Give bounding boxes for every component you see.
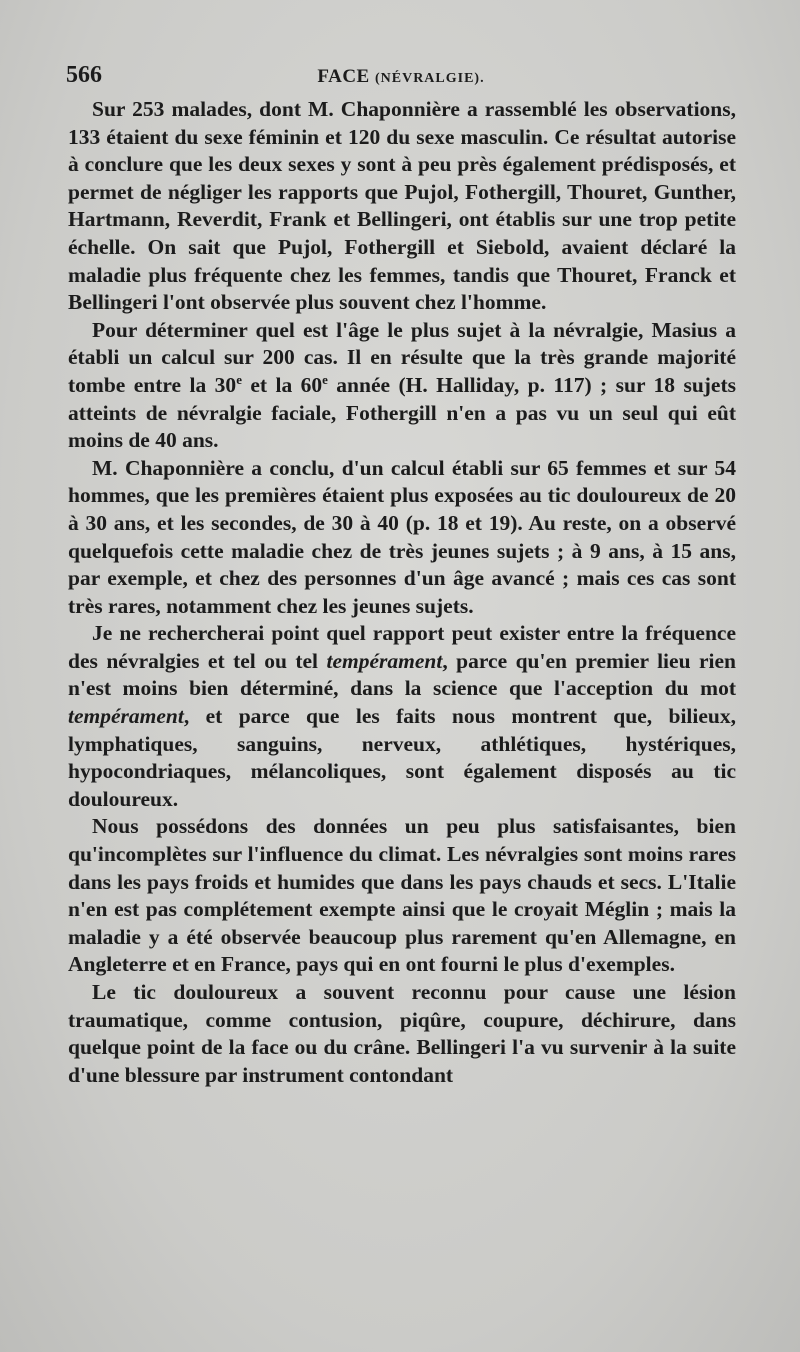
text-run: Nous possédons des données un peu plus satisfaisantes, bien qu'incomplètes sur l'influence du climat. Les névralgies sont moins rares dans les pays froids et humides que dans les pays chauds et secs. L'Italie n'en est pas complétement exempte ainsi que le croyait Méglin ; mais la maladie y a été observée beaucoup plus rarement qu'en Allemagne, en Angleterre et en France, pays qui en ont fourni le plus d'exemples. <box>68 814 736 977</box>
text-run: , et parce que les faits nous montrent que, bilieux, lymphatiques, sanguins, nerveux, athlétiques, hystériques, hypocondriaques, mélancoliques, sont également disposés au tic douloureux. <box>68 704 736 811</box>
paragraph <box>68 620 736 813</box>
italic-term: tempérament <box>68 704 184 729</box>
paragraph <box>68 813 736 979</box>
text-run: Sur 253 malades, dont M. Chaponnière a rassemblé les observations, 133 étaient du sexe féminin et 120 du sexe masculin. Ce résultat autorise à conclure que les deux sexes y sont à peu près également prédisposés, et permet de négliger les rapports que Pujol, Fothergill, Thouret, Gunther, Hartmann, Reverdit, Frank et Bellingeri, ont établis sur une trop petite échelle. On sait que Pujol, Fothergill et Siebold, avaient déclaré la maladie plus fréquente chez les femmes, tandis que Thouret, Franck et Bellingeri l'ont observée plus souvent chez l'homme. <box>68 97 736 315</box>
body-text <box>68 96 736 1089</box>
text-run: Je ne rechercherai point quel rapport peut exister entre la fréquence des névralgies et tel ou tel <box>68 621 736 673</box>
text-run: M. Chaponnière a conclu, d'un calcul établi sur 65 femmes et sur 54 hommes, que les premières étaient plus exposées au tic douloureux de 20 à 30 ans, et les secondes, de 30 à 40 (p. 18 et 19). Au reste, on a observé quelquefois cette maladie chez de très jeunes sujets ; à 9 ans, à 15 ans, par exemple, et chez des personnes d'un âge avancé ; mais ces cas sont très rares, notamment chez les jeunes sujets. <box>68 455 736 618</box>
text-run: Le tic douloureux a souvent reconnu pour cause une lésion traumatique, comme contusion, piqûre, coupure, déchirure, dans quelque point de la face ou du crâne. Bellingeri l'a vu survenir à la suite d'une blessure par instrument contondant <box>68 980 736 1087</box>
paragraph <box>68 317 736 455</box>
italic-term: tempérament <box>326 648 443 673</box>
paragraph <box>68 979 736 1089</box>
running-title-main: FACE <box>317 66 370 87</box>
running-title-sub: (NÉVRALGIE). <box>374 71 485 86</box>
running-title <box>66 66 736 88</box>
page-header <box>66 62 736 92</box>
page-number: 566 <box>66 62 102 88</box>
text-run: Pour déterminer quel est l'âge le plus sujet à la névralgie, Masius a établi un calcul sur 200 cas. Il en résulte que la très grande majorité tombe entre la 30 <box>68 317 736 397</box>
ordinal-superscript: e <box>322 372 328 387</box>
text-run: , parce qu'en premier lieu rien n'est moins bien déterminé, dans la science que l'acception du mot <box>68 648 736 701</box>
paragraph <box>68 96 736 317</box>
text-run: année (H. Halliday, p. 117) ; sur 18 sujets atteints de névralgie faciale, Fothergill n'en a pas vu un seul qui eût moins de 40 ans. <box>68 372 737 453</box>
paragraph <box>68 455 736 621</box>
text-run: et la 60 <box>241 372 323 397</box>
ordinal-superscript: e <box>236 372 242 387</box>
